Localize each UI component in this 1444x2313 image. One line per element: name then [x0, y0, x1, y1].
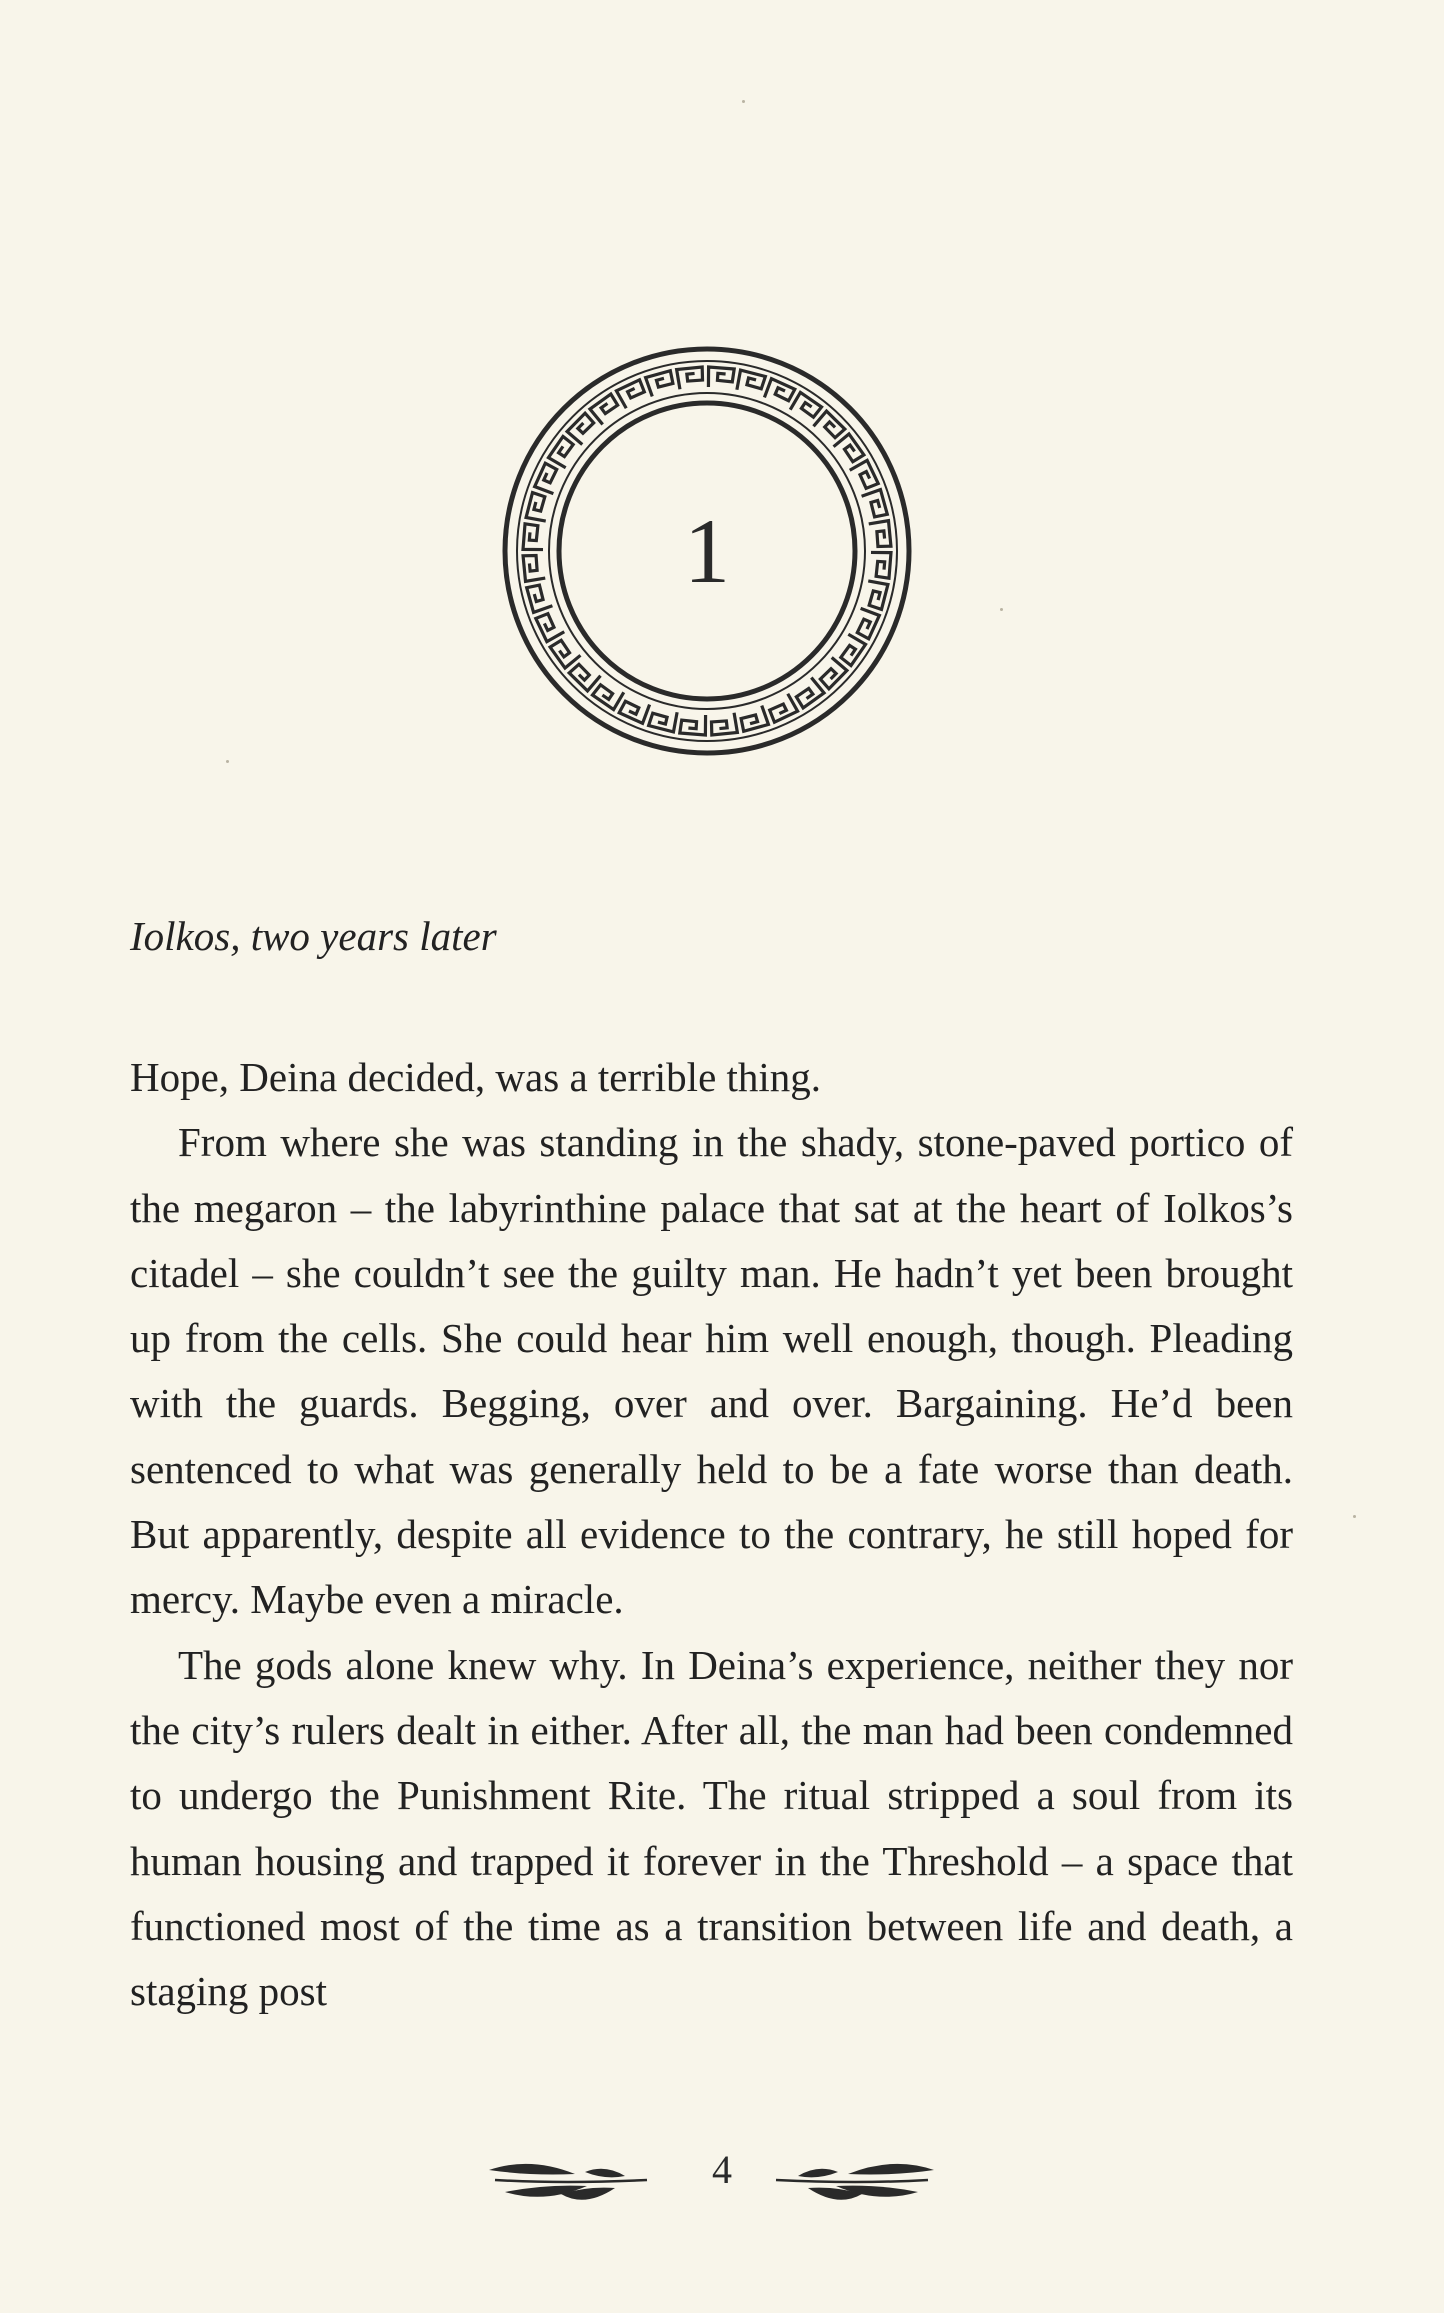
paper-speck	[742, 100, 745, 103]
olive-branch-right-icon	[768, 2150, 948, 2210]
paragraph: The gods alone knew why. In Deina’s experience, neither they nor the city’s rulers dealt in either. After all, the man had been condemned to undergo the Punishment Rite. The ritual stripped a soul from its human housing and trapped it forever in the Threshold – a space that functioned most of the time as a transition between life and death, a staging post	[130, 1641, 1293, 2015]
page-footer	[0, 2140, 1444, 2220]
paper-speck	[1000, 608, 1003, 611]
body-text	[130, 1045, 1293, 2024]
paragraph: Hope, Deina decided, was a terrible thing.	[130, 1054, 822, 1100]
page-number: 4	[712, 2147, 732, 2192]
olive-branch-left-icon	[475, 2150, 655, 2210]
chapter-subtitle: Iolkos, two years later	[130, 913, 497, 959]
chapter-emblem	[502, 346, 912, 756]
paper-speck	[226, 760, 229, 763]
paragraph: From where she was standing in the shady, stone-paved portico of the megaron – the labyrinthine palace that sat at the heart of Iolkos’s citadel – she couldn’t see the guilty man. He hadn’t yet been brought up from the cells. She could hear him well enough, though. Pleading with the guards. Begging, over and over. Bargaining. He’d been sentenced to what was generally held to be a fate worse than death. But apparently, despite all evidence to the contrary, he still hoped for mercy. Maybe even a miracle.	[130, 1119, 1293, 1623]
paper-speck	[1353, 1515, 1356, 1518]
chapter-number: 1	[684, 500, 730, 602]
